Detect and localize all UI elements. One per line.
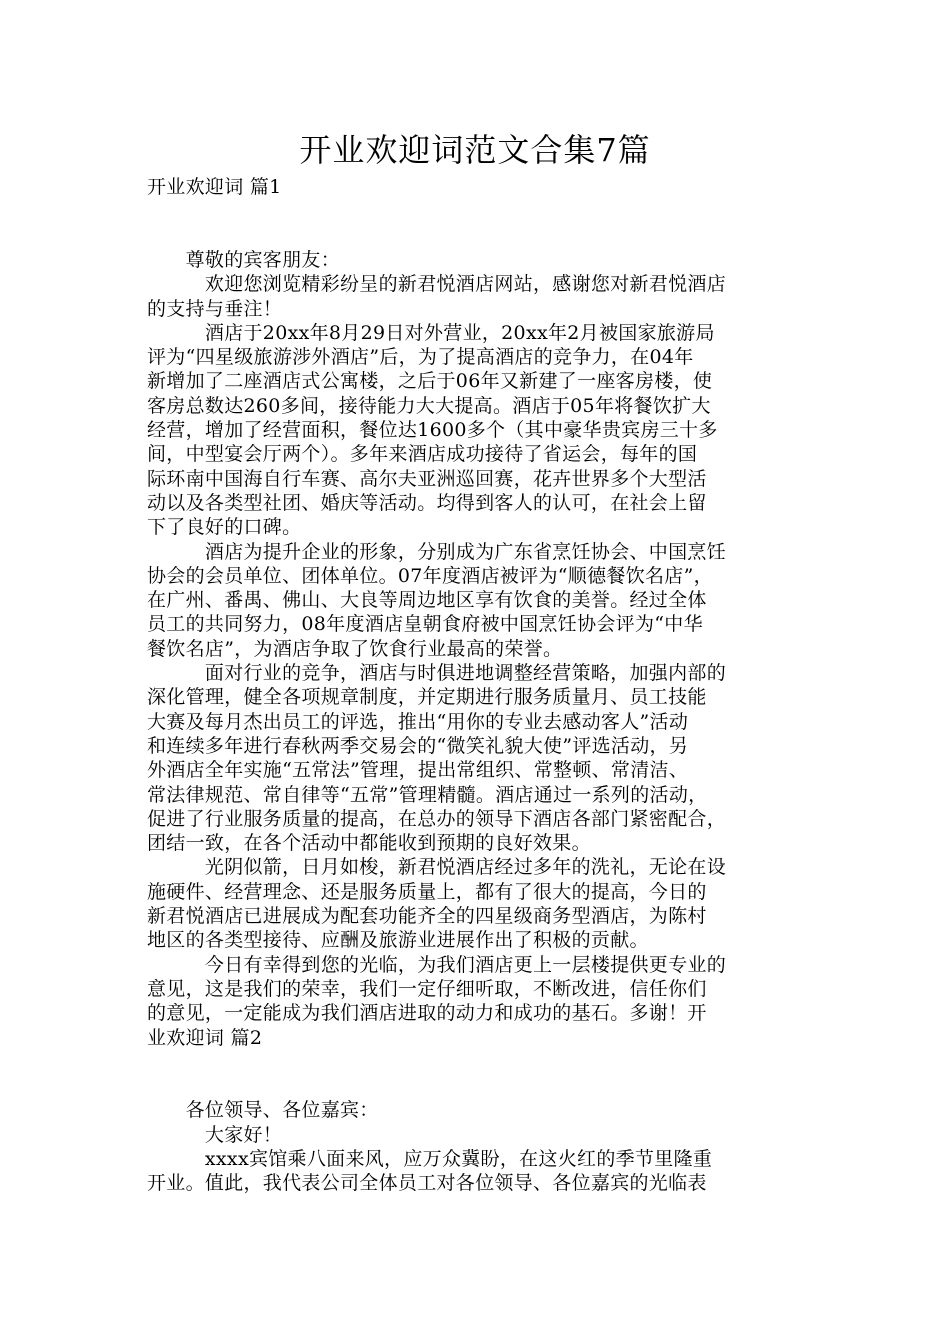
body-line: 外酒店全年实施“五常法”管理，提出常组织、常整顿、常清洁、 [147,759,689,782]
body-line: 意见，这是我们的荣幸，我们一定仔细听取，不断改进，信任你们 [147,977,707,1000]
body-line: 促进了行业服务质量的提高，在总办的领导下酒店各部门紧密配合， [147,807,727,830]
body-line: 业欢迎词 篇2 [147,1026,263,1049]
body-line: 开业欢迎词 篇1 [147,176,282,198]
body-line: 大赛及每月杰出员工的评选，推出“用你的专业去感动客人”活动 [147,710,689,733]
body-line: 在广州、番禺、佛山、大良等周边地区享有饮食的美誉。经过全体 [147,589,707,612]
body-line: 各位领导、各位嘉宾： [147,1099,379,1122]
body-line: 酒店于20xx年8月29日对外营业，20xx年2月被国家旅游局 [147,321,715,344]
body-line: 光阴似箭，日月如梭，新君悦酒店经过多年的洗礼，无论在设 [147,856,727,879]
body-line: 面对行业的竞争，酒店与时俱进地调整经营策略，加强内部的 [147,662,727,684]
body-line: 和连续多年进行春秋两季交易会的“微笑礼貌大使”评选活动，另 [147,734,689,757]
body-line: 的意见，一定能成为我们酒店进取的动力和成功的基石。多谢！开 [147,1002,707,1025]
body-line: 协会的会员单位、团体单位。07年度酒店被评为“顺德餐饮名店”， [147,564,713,587]
body-line: 客房总数达260多间，接待能力大大提高。酒店于05年将餐饮扩大 [147,394,711,417]
body-line: 评为“四星级旅游涉外酒店”后，为了提高酒店的竞争力，在04年 [147,346,694,369]
body-line: 酒店为提升企业的形象，分别成为广东省烹饪协会、中国烹饪 [147,540,727,563]
body-line: 餐饮名店”，为酒店争取了饮食行业最高的荣誉。 [147,637,563,660]
body-line: 经营，增加了经营面积，餐位达1600多个（其中豪华贵宾房三十多 [147,419,718,441]
body-line: 开业。值此，我代表公司全体员工对各位领导、各位嘉宾的光临表 [147,1172,707,1195]
body-line: 欢迎您浏览精彩纷呈的新君悦酒店网站，感谢您对新君悦酒店 [147,273,727,296]
document-title: 开业欢迎词范文合集7篇 [299,131,651,169]
body-line: 新君悦酒店已进展成为配套功能齐全的四星级商务型酒店，为陈村 [147,905,707,927]
body-line: 员工的共同努力，08年度酒店皇朝食府被中国烹饪协会评为“中华 [147,613,703,636]
body-line: 下了良好的口碑。 [147,516,302,539]
body-line: 间，中型宴会厅两个）。多年来酒店成功接待了省运会，每年的国 [147,443,698,466]
body-line: 常法律规范、常自律等“五常”管理精髓。酒店通过一系列的活动， [147,783,708,806]
body-line: 的支持与垂注！ [147,297,283,320]
body-line: 大家好！ [147,1123,283,1146]
body-line: 地区的各类型接待、应酬及旅游业进展作出了积极的贡献。 [147,929,649,952]
body-line: 施硬件、经营理念、还是服务质量上，都有了很大的提高，今日的 [147,880,707,903]
body-line: 动以及各类型社团、婚庆等活动。均得到客人的认可，在社会上留 [147,491,707,514]
body-line: 今日有幸得到您的光临，为我们酒店更上一层楼提供更专业的 [147,953,727,976]
body-line: xxxx宾馆乘八面来风，应万众冀盼，在这火红的季节里隆重 [147,1148,713,1170]
body-line: 尊敬的宾客朋友： [147,248,341,271]
body-line: 际环南中国海自行车赛、高尔夫亚洲巡回赛，花卉世界多个大型活 [147,467,707,490]
body-line: 深化管理，健全各项规章制度，并定期进行服务质量月、员工技能 [147,686,707,709]
body-line: 团结一致，在各个活动中都能收到预期的良好效果。 [147,832,591,855]
body-line: 新增加了二座酒店式公寓楼，之后于06年又新建了一座客房楼，使 [147,370,713,393]
